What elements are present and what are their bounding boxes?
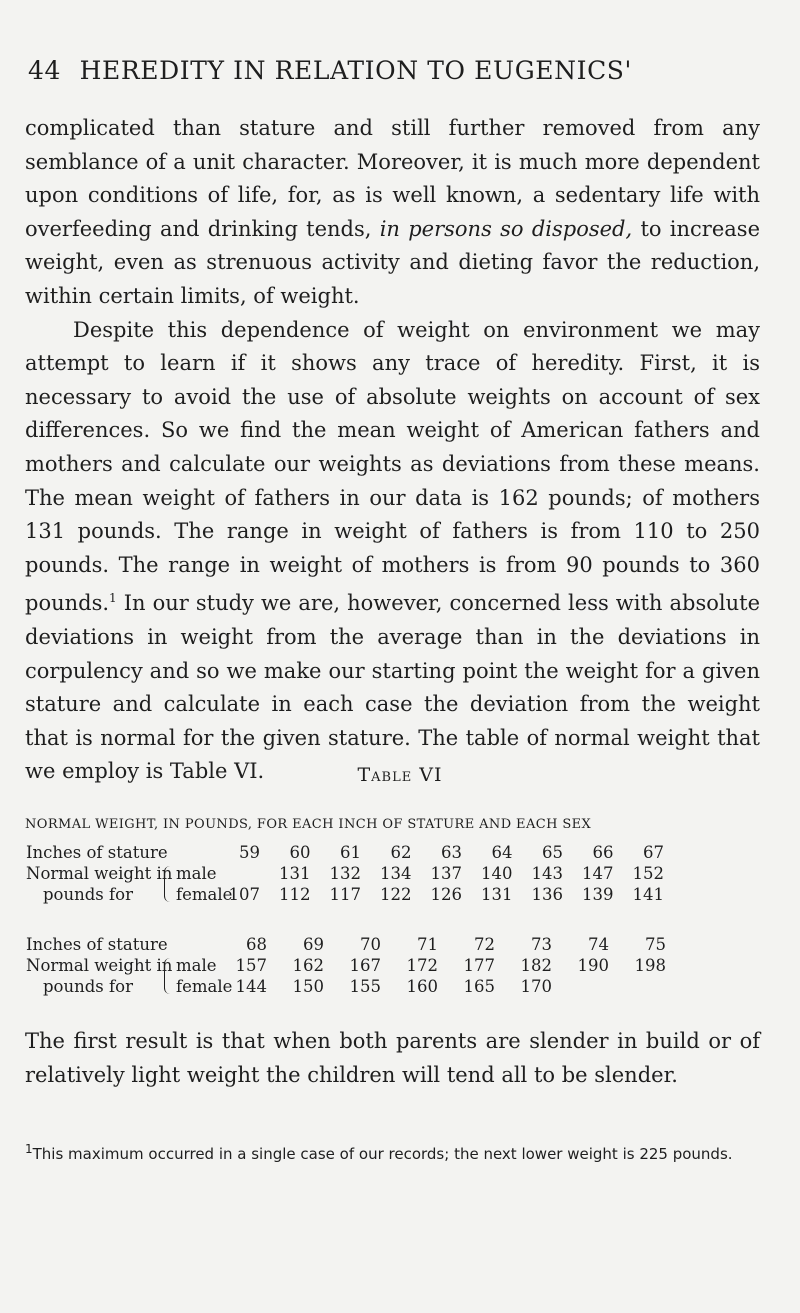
female-value: 170 — [520, 977, 552, 996]
male-value: 131 — [279, 864, 311, 883]
female-value: 165 — [463, 977, 495, 996]
stature-row — [26, 843, 761, 864]
male-value: 152 — [632, 864, 664, 883]
female-value: 117 — [329, 885, 361, 904]
stature-value: 74 — [588, 935, 609, 954]
male-value: 132 — [329, 864, 361, 883]
weight-label: Normal weight in — [26, 956, 173, 975]
stature-value: 67 — [643, 843, 664, 862]
stature-value: 72 — [474, 935, 495, 954]
body-text — [25, 112, 760, 789]
footnote-number: 1 — [25, 1142, 33, 1156]
male-value: 172 — [406, 956, 438, 975]
table-caption: NORMAL WEIGHT, IN POUNDS, FOR EACH INCH OF STATURE AND EACH SEX — [25, 817, 592, 832]
footnote — [25, 1137, 760, 1167]
running-title: HEREDITY IN RELATION TO EUGENICS' — [79, 56, 632, 85]
footnote-marker: 1 — [109, 591, 117, 606]
female-value: 131 — [481, 885, 513, 904]
female-value: 141 — [632, 885, 664, 904]
paragraph-1: complicated than stature and still further removed from any semblance of a unit character. Moreover, it is much more dependent upon conditions of life, for, as is well known, a sedentary life with overfeeding and drinking tends, in persons so disposed, to increase weight, even as strenuous activity and dieting favor the reduction, within certain limits, of weight. — [25, 116, 760, 308]
footnote-text: This maximum occurred in a single case of our records; the next lower weight is 225 pounds. — [32, 1145, 733, 1163]
pounds-for-label: pounds for — [43, 977, 133, 996]
stature-value: 62 — [390, 843, 412, 862]
page-number: 44 — [28, 56, 62, 85]
male-value: 143 — [531, 864, 563, 883]
brace — [164, 866, 171, 902]
stature-value: 70 — [360, 935, 381, 954]
stature-value: 71 — [417, 935, 438, 954]
female-value: 150 — [292, 977, 324, 996]
stature-value: 75 — [645, 935, 666, 954]
male-value: 134 — [380, 864, 412, 883]
female-label: female — [176, 977, 233, 996]
running-header — [28, 56, 632, 85]
italic-phrase: in persons so disposed, — [379, 216, 633, 241]
stature-value: 61 — [340, 843, 361, 862]
female-label: female — [176, 885, 233, 904]
weight-label: Normal weight in — [26, 864, 173, 883]
female-value: 144 — [235, 977, 267, 996]
female-value: 112 — [279, 885, 311, 904]
paragraph-2: Despite this dependence of weight on environment we may attempt to learn if it shows any trace of heredity. First, it is necessary to avoid the use of absolute weights on account of sex differences. So we find the mean weight of American fathers and mothers and calculate our weights as deviations from these means. The mean weight of fathers in our data is 162 pounds; of mothers 131 pounds. The range in weight of fathers is from 110 to 250 pounds. The range in weight of mothers is from 90 pounds to 360 pounds.$^1$ In our study we are, however, concerned less with absolute deviations in weight from the average than in the deviations in corpulency and so we make our starting point the weight for a given stature and calculate in each case the deviation from the weight that is normal for the given stature. The table of normal weight that we employ is Table VI. — [25, 317, 760, 784]
pounds-for-label: pounds for — [43, 885, 133, 904]
female-value: 155 — [349, 977, 381, 996]
table-title: Table VI — [357, 764, 443, 786]
male-row — [26, 864, 761, 885]
male-value: 167 — [349, 956, 381, 975]
stature-value: 65 — [542, 843, 563, 862]
stature-value: 66 — [592, 843, 614, 862]
male-value: 182 — [520, 956, 552, 975]
female-value: 126 — [430, 885, 462, 904]
stature-value: 69 — [303, 935, 324, 954]
male-value: 198 — [634, 956, 666, 975]
male-row — [26, 956, 761, 977]
closing-paragraph: The first result is that when both parents are slender in build or of relatively light weight the children will tend all to be slender. — [25, 1029, 760, 1087]
female-row — [26, 977, 761, 998]
male-value: 147 — [582, 864, 614, 883]
male-value: 137 — [430, 864, 462, 883]
table-block-1 — [26, 843, 761, 906]
male-value: 190 — [577, 956, 609, 975]
male-value: 162 — [292, 956, 324, 975]
male-value: 177 — [463, 956, 495, 975]
stature-value: 64 — [491, 843, 513, 862]
female-value: 139 — [582, 885, 614, 904]
female-value: 107 — [228, 885, 260, 904]
male-value: 157 — [235, 956, 267, 975]
stature-value: 60 — [289, 843, 311, 862]
stature-value: 68 — [246, 935, 267, 954]
female-row — [26, 885, 761, 906]
stature-row — [26, 935, 761, 956]
male-label: male — [176, 956, 217, 975]
stature-label: Inches of stature — [26, 843, 168, 862]
stature-value: 63 — [441, 843, 462, 862]
table-block-2 — [26, 935, 761, 998]
stature-label: Inches of stature — [26, 935, 168, 954]
female-value: 160 — [406, 977, 438, 996]
female-value: 122 — [380, 885, 412, 904]
brace — [164, 958, 171, 994]
male-label: male — [176, 864, 217, 883]
stature-value: 73 — [531, 935, 552, 954]
male-value: 140 — [481, 864, 513, 883]
stature-value: 59 — [239, 843, 260, 862]
female-value: 136 — [531, 885, 563, 904]
